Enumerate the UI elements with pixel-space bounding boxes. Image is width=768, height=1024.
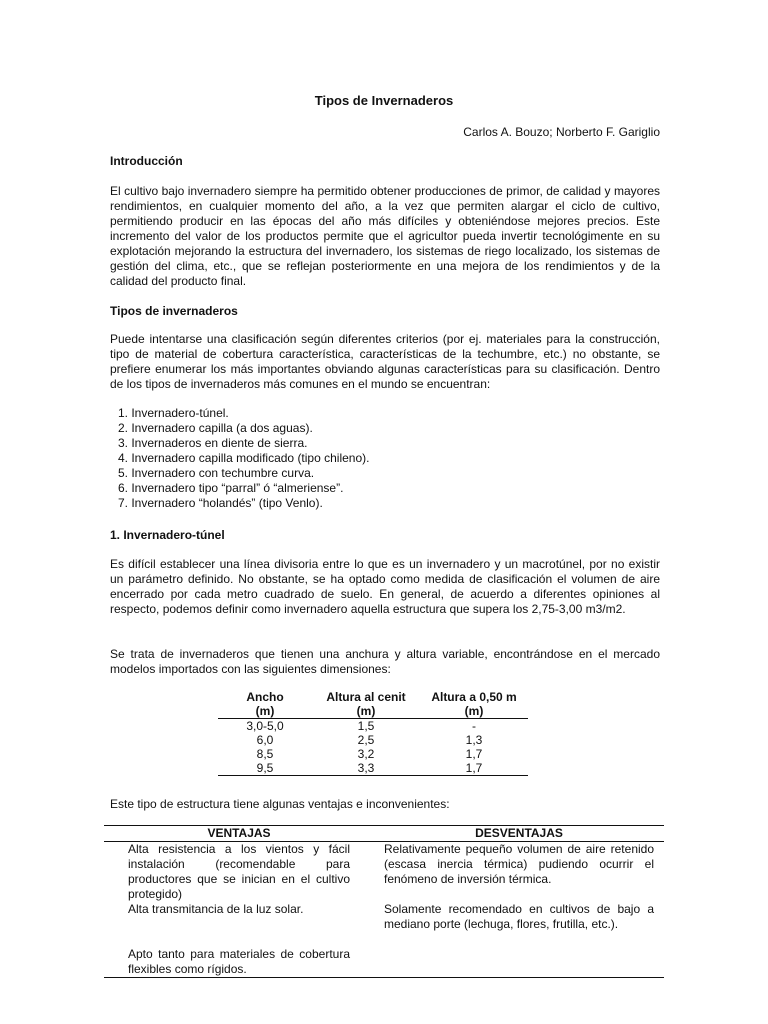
disadvantages-header: DESVENTAJAS (374, 826, 664, 842)
table-cell: 9,5 (218, 761, 312, 776)
intro-heading: Introducción (110, 154, 183, 168)
table-row (218, 747, 528, 761)
table-row (218, 719, 528, 734)
document-authors: Carlos A. Bouzo; Norberto F. Gariglio (463, 125, 660, 139)
table-cell: 1,5 (357, 719, 375, 733)
table-cell: 2,5 (357, 733, 375, 747)
document-title: Tipos de Invernaderos (314, 93, 454, 108)
list-item: 2. Invernadero capilla (a dos aguas). (118, 421, 313, 435)
list-item: 6. Invernadero tipo “parral” ó “almeriense”. (118, 481, 344, 495)
intro-paragraph: El cultivo bajo invernadero siempre ha permitido obtener producciones de primor, de calidad y mayores rendimientos, en cualquier momento del año, a la vez que permiten alargar el ciclo de cultivo, permitiendo producir en las épocas del año más difíciles y obteniéndose mejores precios. Este incremento del valor de los productos permite que el agricultor pueda invertir tecnológimente en su explotación mejorando la estructura del invernadero, los sistemas de riego localizado, los sistemas de gestión del clima, etc., que se reflejan posteriormente en una mejora de los rendimientos y de la calidad del producto final. (110, 184, 660, 288)
list-item: 1. Invernadero-túnel. (118, 406, 229, 420)
types-heading: Tipos de invernaderos (110, 304, 238, 318)
table-cell: 3,0-5,0 (246, 719, 284, 733)
dim-header-width: Ancho (246, 690, 284, 704)
tunnel-paragraph-2: Se trata de invernaderos que tienen una anchura y altura variable, encontrándose en el mercado modelos importados con las siguientes dimensiones: (110, 647, 660, 676)
table-row (218, 733, 528, 747)
list-item: 5. Invernadero con techumbre curva. (118, 466, 315, 480)
list-item: 4. Invernadero capilla modificado (tipo chileno). (118, 451, 370, 465)
disadvantage-cell: Relativamente pequeño volumen de aire retenido (escasa inercia térmica) pudiendo ocurrir el fenómeno de inversión térmica. (384, 842, 654, 886)
dim-header-unit: (m) (312, 704, 420, 719)
dimensions-table (218, 690, 528, 776)
disadvantage-cell: Solamente recomendado en cultivos de bajo a mediano porte (lechuga, flores, frutilla, etc.). (384, 902, 654, 931)
tunnel-paragraph-1: Es difícil establecer una línea divisoria entre lo que es un invernadero y un macrotúnel, por no existir un parámetro definido. No obstante, se ha optado como medida de clasificación el volumen de aire encerrado por cada metro cuadrado de suelo. En general, de acuerdo a diferentes opiniones al respecto, podemos definir como invernadero aquella estructura que supera los 2,75-3,00 m3/m2. (110, 557, 660, 616)
table-cell: 8,5 (256, 747, 274, 761)
table-cell: 1,7 (465, 747, 483, 761)
tunnel-heading: 1. Invernadero-túnel (110, 528, 225, 542)
types-list (118, 406, 369, 511)
disadvantage-cell (374, 947, 664, 978)
table-cell: 6,0 (256, 733, 274, 747)
advantage-cell: Alta resistencia a los vientos y fácil instalación (recomendable para productores que se inician en el cultivo protegido) (128, 842, 350, 901)
advantage-cell: Apto tanto para materiales de cobertura flexibles como rígidos. (128, 947, 350, 976)
types-paragraph: Puede intentarse una clasificación según diferentes criterios (por ej. materiales para la construcción, tipo de material de cobertura característica, características de la techumbre, etc.) no obstante, se prefiere enumerar los más importantes obviando algunas características para su clasificación. Dentro de los tipos de invernaderos más comunes en el mundo se encuentran: (110, 332, 660, 391)
dim-header-unit: (m) (218, 704, 312, 719)
list-item: 3. Invernaderos en diente de sierra. (118, 436, 308, 450)
table-cell: 1,3 (465, 733, 483, 747)
advantages-header: VENTAJAS (104, 826, 374, 842)
dim-header-height-cenit: Altura al cenit (326, 690, 406, 704)
table-cell: 1,7 (420, 761, 528, 776)
table-cell: 3,3 (312, 761, 420, 776)
table-cell: - (472, 719, 476, 733)
dim-header-height-050: Altura a 0,50 m (431, 690, 517, 704)
list-item: 7. Invernadero “holandés” (tipo Venlo). (118, 496, 323, 510)
table-row (104, 947, 664, 978)
vd-intro: Este tipo de estructura tiene algunas ventajas e inconvenientes: (110, 797, 450, 811)
table-row (218, 761, 528, 776)
dim-header-unit: (m) (420, 704, 528, 719)
table-cell: 3,2 (357, 747, 375, 761)
table-row (104, 842, 664, 903)
table-row (104, 902, 664, 947)
advantage-cell: Alta transmitancia de la luz solar. (128, 902, 304, 916)
advantages-table (104, 825, 664, 978)
